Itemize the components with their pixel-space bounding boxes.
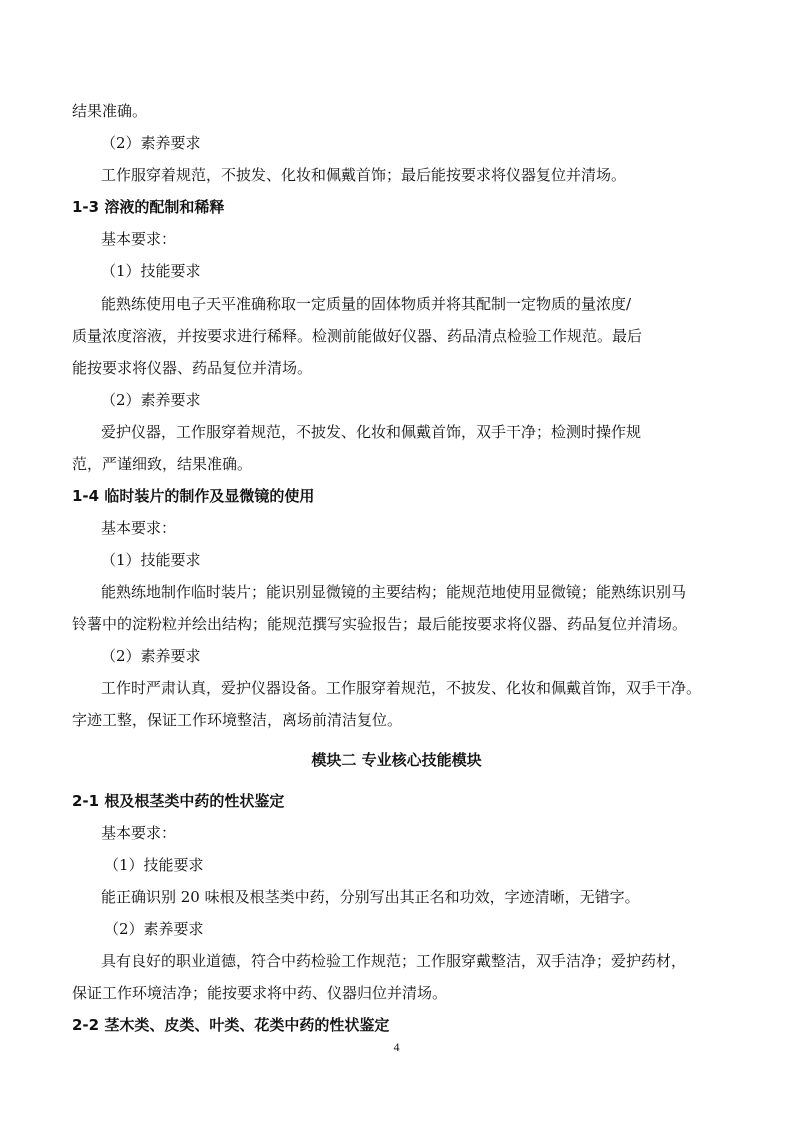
module-title: 模块二 专业核心技能模块 (311, 751, 482, 769)
subheading: （2）素养要求 (104, 920, 204, 938)
subheading: （1）技能要求 (101, 262, 201, 280)
paragraph-line: 工作服穿着规范，不披发、化妆和佩戴首饰；最后能按要求将仪器复位并清场。 (101, 166, 627, 184)
section-heading-2-1: 2-1 根及根茎类中药的性状鉴定 (72, 792, 285, 810)
subheading: （2）素养要求 (101, 391, 201, 409)
basic-requirements-label: 基本要求： (101, 519, 177, 537)
subheading: （2）素养要求 (101, 647, 201, 665)
basic-requirements-label: 基本要求： (101, 824, 177, 842)
paragraph-line: 能正确识别 20 味根及根茎类中药，分别写出其正名和功效，字迹清晰，无错字。 (101, 888, 640, 906)
paragraph-line: 范，严谨细致，结果准确。 (72, 455, 253, 473)
paragraph-line: 工作时严肃认真，爱护仪器设备。工作服穿着规范，不披发、化妆和佩戴首饰，双手干净。 (101, 679, 702, 697)
paragraph-line: 铃薯中的淀粉粒并绘出结构；能规范撰写实验报告；最后能按要求将仪器、药品复位并清场。 (72, 615, 688, 633)
page-number: 4 (393, 1040, 400, 1054)
paragraph-line: 能熟练地制作临时装片；能识别显微镜的主要结构；能规范地使用显微镜；能熟练识别马 (101, 583, 687, 601)
section-heading-1-3: 1-3 溶液的配制和稀释 (72, 198, 225, 216)
paragraph-line: 能熟练使用电子天平准确称取一定质量的固体物质并将其配制一定物质的量浓度/ (101, 295, 632, 313)
section-heading-1-4: 1-4 临时装片的制作及显微镜的使用 (72, 487, 315, 505)
subheading: （1）技能要求 (104, 856, 204, 874)
paragraph-line: 具有良好的职业道德，符合中药检验工作规范；工作服穿戴整洁，双手洁净；爱护药材， (101, 952, 687, 970)
section-heading-2-2: 2-2 茎木类、皮类、叶类、花类中药的性状鉴定 (72, 1016, 390, 1034)
paragraph-line: 爱护仪器，工作服穿着规范，不披发、化妆和佩戴首饰，双手干净；检测时操作规 (101, 423, 642, 441)
basic-requirements-label: 基本要求： (101, 230, 177, 248)
paragraph-line: 能按要求将仪器、药品复位并清场。 (72, 359, 313, 377)
paragraph-line: 保证工作环境洁净；能按要求将中药、仪器归位并清场。 (72, 984, 448, 1002)
paragraph-line: 质量浓度溶液，并按要求进行稀释。检测前能做好仪器、药品清点检验工作规范。最后 (72, 327, 643, 345)
subheading: （1）技能要求 (101, 551, 201, 569)
subheading: （2）素养要求 (101, 134, 201, 152)
paragraph-line: 字迹工整，保证工作环境整洁，离场前清洁复位。 (72, 711, 403, 729)
paragraph-line: 结果准确。 (72, 102, 148, 120)
